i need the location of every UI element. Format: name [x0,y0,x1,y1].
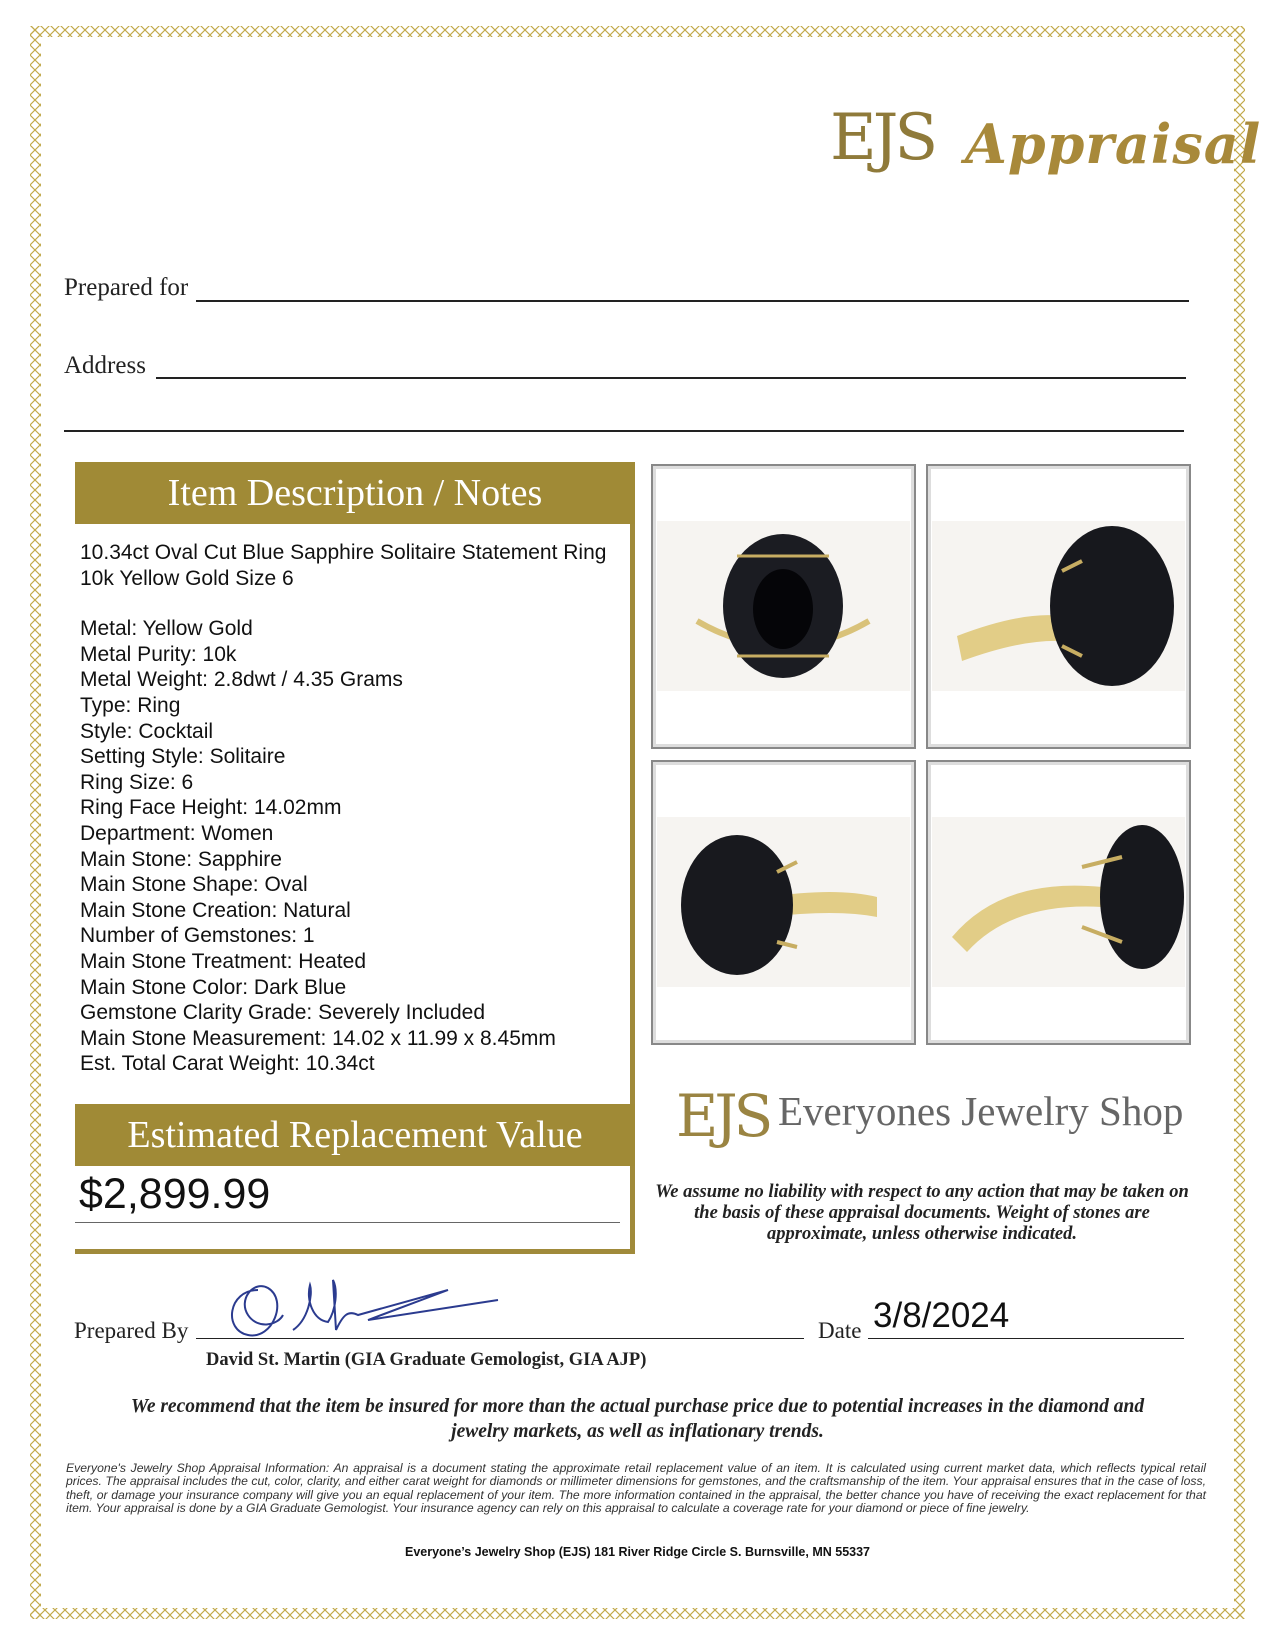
shop-logo-mark: EJS [676,1082,770,1150]
item-title: 10.34ct Oval Cut Blue Sapphire Solitaire Statement Ring 10k Yellow Gold Size 6 [80,541,607,590]
spec-line: Main Stone Creation: Natural [80,898,351,922]
ring-photo-profile [926,760,1191,1045]
signature-image [218,1260,518,1350]
spec-line: Style: Cocktail [80,719,214,743]
ejs-logo-mark: EJS [830,101,935,175]
address-line-1 [156,377,1186,379]
prepared-by-label: Prepared By [74,1318,189,1343]
ring-photo-side [651,760,916,1045]
spec-line: Main Stone Color: Dark Blue [80,975,347,999]
spec-line: Type: Ring [80,693,181,717]
spec-line: Main Stone Treatment: Heated [80,949,366,973]
spec-line: Main Stone Measurement: 14.02 x 11.99 x 8.45mm [80,1026,556,1050]
insurance-recommendation: We recommend that the item be insured for more than the actual purchase price due to potential increases in the diamond and jewelry markets, as well as inflationary trends. [130,1396,1145,1442]
ring-photo-front [651,464,916,749]
spec-line: Number of Gemstones: 1 [80,924,315,948]
prepared-for-label: Prepared for [64,274,189,301]
date-label: Date [818,1318,862,1343]
date-line [868,1338,1184,1339]
replacement-value: $2,899.99 [79,1170,271,1218]
ejs-appraisal-logo [830,101,1262,216]
liability-notice: We assume no liability with respect to any action that may be taken on the basis of these appraisal documents. Weight of stones are approximate, unless otherwise indicated. [655,1182,1189,1244]
spec-line: Metal Purity: 10k [80,642,237,666]
spec-line: Ring Size: 6 [80,770,194,794]
value-underline [75,1222,620,1223]
footer-address: Everyone’s Jewelry Shop (EJS) 181 River Ridge Circle S. Burnsville, MN 55337 [404,1545,870,1559]
appraisal-fine-print: Everyone's Jewelry Shop Appraisal Information: An appraisal is a document stating the approximate retail replacement value of an item. It is calculated using current market data, which reflects typical retail prices. The appraisal includes the cut, color, clarity, and either carat weight for diamonds or millimeter dimensions for gemstones, and the craftsmanship of the item. Your appraisal ensures that in the case of loss, theft, or damage your insurance company will give you an equal replacement of your item. The more information contained in the appraisal, the better chance you have of receiving the exact replacement for that item. Your appraisal is done by a GIA Graduate Gemologist. Your insurance agency can rely on this appraisal to calculate a coverage rate for your diamond or piece of fine jewelry. [66,1461,1206,1515]
date-value: 3/8/2024 [873,1296,1010,1335]
address-label: Address [64,352,146,379]
spec-line: Main Stone: Sapphire [80,847,282,871]
spec-line: Metal Weight: 2.8dwt / 4.35 Grams [80,668,403,692]
appraisal-title: Appraisal [965,112,1262,176]
replacement-value-heading: Estimated Replacement Value [75,1104,635,1166]
shop-name: Everyones Jewelry Shop [778,1088,1184,1134]
item-description-text [80,540,620,1077]
spec-line: Metal: Yellow Gold [80,617,253,641]
spec-line: Main Stone Shape: Oval [80,873,308,897]
spec-line: Setting Style: Solitaire [80,745,286,769]
prepared-for-line [196,300,1189,302]
spec-line: Ring Face Height: 14.02mm [80,796,342,820]
address-line-2 [64,430,1184,432]
item-description-heading: Item Description / Notes [75,462,635,524]
spec-line: Est. Total Carat Weight: 10.34ct [80,1052,375,1076]
spec-line: Gemstone Clarity Grade: Severely Included [80,1001,486,1025]
spec-line: Department: Women [80,821,274,845]
gemologist-name: David St. Martin (GIA Graduate Gemologist, GIA AJP) [206,1350,647,1370]
ring-photo-angle [926,464,1191,749]
